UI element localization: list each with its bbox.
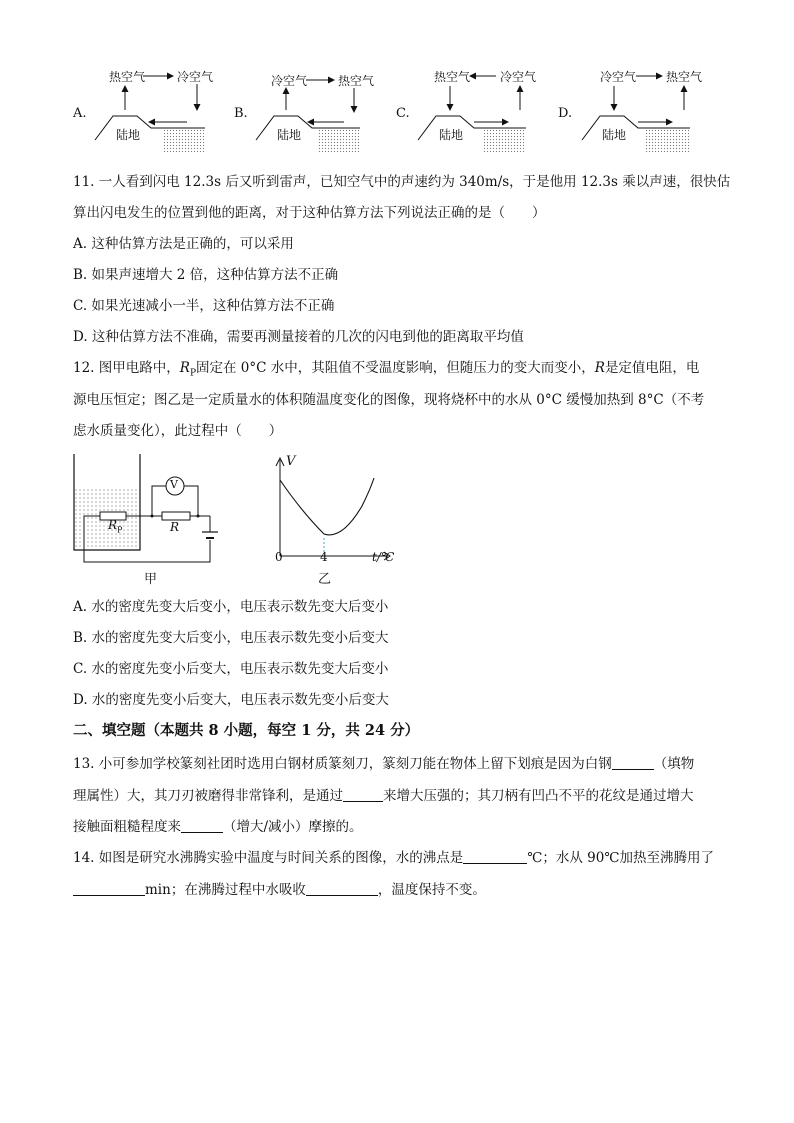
label-land: 陆地 [116,128,141,142]
label-land: 陆地 [602,128,627,142]
answer-blank[interactable] [73,881,145,896]
sea-land-breeze-diagram [234,66,384,156]
answer-blank[interactable] [343,787,383,802]
q14-text: ，温度保持不变。 [377,882,486,898]
label-land: 陆地 [439,128,464,142]
label-top-right: 热空气 [666,70,703,84]
q12-option-c[interactable]: C. 水的密度先变小后变大，电压表示数先变大后变小 [73,661,389,677]
q10-option-a[interactable] [73,66,223,156]
figure-caption-jia: 甲 [144,572,158,587]
q12-stem-part: 固定在 0°C 水中，其阻值不受温度影响，但随压力的变大而变小， [196,360,595,376]
q11-option-d[interactable]: D. 这种估算方法不准确，需要再测量接着的几次的闪电到他的距离取平均值 [73,329,524,345]
y-axis-label: V [286,454,296,469]
rp-label-main: R [108,518,118,532]
q12-option-a[interactable]: A. 水的密度先变大后变小，电压表示数先变大后变小 [73,599,389,615]
q13-text: （填物 [653,756,695,772]
rp-symbol: R [179,360,190,376]
volume-temperature-figure-yi [270,452,400,586]
option-letter: C. [396,106,410,121]
option-letter: A. [73,106,87,121]
q10-option-b[interactable] [234,66,384,156]
q11-option-a[interactable]: A. 这种估算方法是正确的，可以采用 [73,236,294,252]
q10-option-c[interactable] [396,66,546,156]
q12-stem-line3: 虑水质量变化），此过程中（ ） [73,423,283,439]
sea-land-breeze-diagram [73,66,223,156]
r-symbol: R [594,360,605,376]
r-label: R [170,520,180,534]
sea-land-breeze-diagram [558,66,708,156]
q11-option-b[interactable]: B. 如果声速增大 2 倍，这种估算方法不正确 [73,267,339,283]
q13-line2 [73,786,694,806]
q12-stem-line2: 源电压恒定；图乙是一定质量水的体积随温度变化的图像，现将烧杯中的水从 0°C 缓慢加热到 8°C（不考 [73,392,705,408]
answer-blank[interactable] [306,881,378,896]
origin-label: 0 [275,550,283,564]
q14-line2 [73,880,486,900]
label-top-right: 热空气 [338,74,375,88]
circuit-diagram [70,452,230,586]
q13-text: 13. 小可参加学校篆刻社团时选用白钢材质篆刻刀，篆刻刀能在物体上留下划痕是因为白钢 [73,756,612,772]
q12-stem-line1 [73,358,699,384]
section-title-fill-in: 二、填空题（本题共 8 小题，每空 1 分，共 24 分） [73,722,420,739]
label-land: 陆地 [277,128,302,142]
q14-line1 [73,848,714,868]
rp-subscript: P [189,368,196,379]
q11-option-c[interactable]: C. 如果光速减小一半，这种估算方法不正确 [73,298,335,314]
label-top-left: 冷空气 [271,74,308,88]
rp-label [108,518,122,534]
answer-blank[interactable] [463,849,527,864]
q13-line3 [73,817,363,837]
q12-stem-part: 12. 图甲电路中， [73,360,180,376]
sea-land-breeze-diagram [396,66,546,156]
label-top-right: 冷空气 [500,70,537,84]
rp-label-sub: P [117,525,123,535]
q12-stem-part: 是定值电阻，电 [604,360,700,376]
q13-text: 来增大压强的；其刀柄有凹凸不平的花纹是通过增大 [383,788,694,804]
q12-option-b[interactable]: B. 水的密度先变大后变小，电压表示数先变小后变大 [73,630,389,646]
figure-caption-yi: 乙 [318,572,332,587]
circuit-figure-jia [70,452,230,586]
option-letter: B. [234,106,248,121]
q11-stem-line2: 算出闪电发生的位置到他的距离，对于这种估算方法下列说法正确的是（ ） [73,205,546,221]
label-top-left: 热空气 [434,70,471,84]
answer-blank[interactable] [181,818,223,833]
q11-stem-line1: 11. 一人看到闪电 12.3s 后又听到雷声，已知空气中的声速约为 340m/s，于是他用 12.3s 乘以声速，很快估 [73,174,731,190]
q14-text: ℃；水从 90℃加热至沸腾用了 [527,850,714,866]
q13-text: （增大/减小）摩擦的。 [223,819,363,835]
q10-option-d[interactable] [558,66,708,156]
q13-line1 [73,754,694,774]
q14-text: min；在沸腾过程中水吸收 [145,882,306,898]
v-t-graph [270,452,400,586]
q13-text: 理属性）大，其刀刃被磨得非常锋利，是通过 [73,788,343,804]
q12-option-d[interactable]: D. 水的密度先变小后变大，电压表示数先变小后变大 [73,692,389,708]
voltmeter-label: V [170,478,178,491]
label-top-left: 冷空气 [600,70,637,84]
label-top-left: 热空气 [109,70,146,84]
tick-label-4: 4 [320,550,328,564]
q14-text: 14. 如图是研究水沸腾实验中温度与时间关系的图像，水的沸点是 [73,850,464,866]
option-letter: D. [558,106,573,121]
x-axis-label: t/℃ [372,550,395,564]
label-top-right: 冷空气 [177,70,214,84]
q13-text: 接触面粗糙程度来 [73,819,181,835]
answer-blank[interactable] [612,755,654,770]
